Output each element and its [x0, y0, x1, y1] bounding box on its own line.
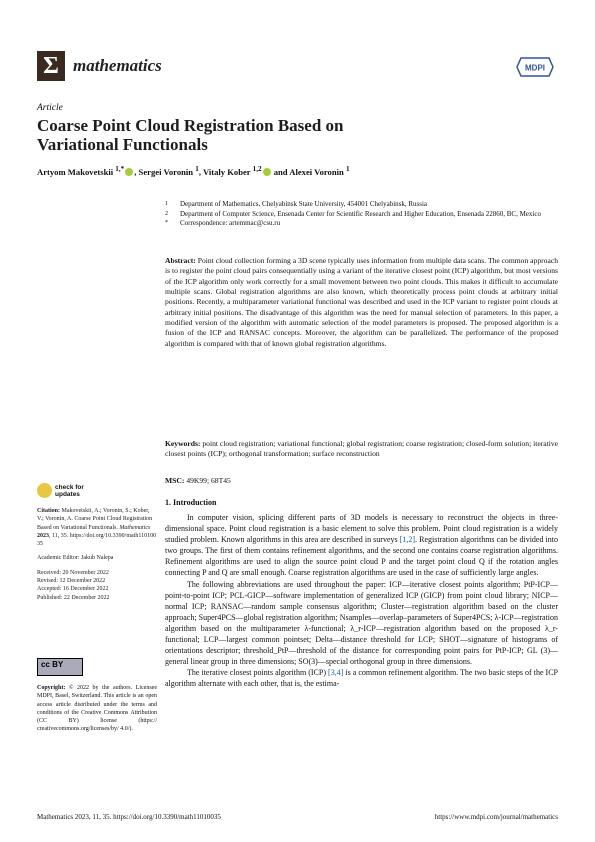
date-received: Received: 20 November 2022 — [37, 569, 109, 576]
citation-volume: , 11, 35. — [49, 532, 69, 539]
citation-doi-link[interactable]: https://doi.org/10.3390/math11010035 — [37, 532, 157, 548]
sigma-icon: Σ — [43, 52, 59, 79]
paragraph-text: The iterative closest points algorithm (ICP) — [187, 668, 329, 678]
affiliations — [165, 200, 565, 229]
section-heading-introduction: 1. Introduction — [165, 498, 217, 507]
journal-name[interactable]: mathematics — [73, 56, 162, 75]
keywords-label: Keywords: — [165, 439, 201, 448]
citation — [37, 507, 157, 548]
citation-year: 2023 — [37, 532, 49, 539]
author-affil-sup: 1,* — [115, 165, 125, 173]
affiliation-mark: 1 — [165, 201, 168, 207]
paragraph — [165, 667, 558, 689]
paragraph-text: In computer vision, splicing different parts of 3D models is necessary to reconstruct the objects in three-dimensional space. Point cloud registration is a basic element to solve this problem. Point cloud registration is a widely studied problem. Known algorithms in this area are described in surveys — [165, 513, 558, 545]
author-affil-sup: 1 — [345, 165, 350, 173]
msc-label: MSC: — [165, 476, 185, 485]
author-affil-sup: 1 — [195, 165, 199, 173]
citation-link[interactable]: [3,4] — [328, 668, 344, 678]
date-published: Published: 22 December 2022 — [37, 594, 110, 601]
affiliation-item — [165, 200, 565, 210]
author-name[interactable]: , Sergei Voronin — [134, 166, 194, 177]
paragraph — [165, 512, 558, 579]
cc-badge-text: cc BY — [41, 660, 64, 669]
check-updates-button[interactable] — [55, 484, 84, 498]
date-revised: Revised: 12 December 2022 — [37, 578, 106, 585]
check-updates-line2: updates — [55, 491, 80, 498]
citation-text: Makovetskii, A.; Voronin, S.; Kober, V.; Voronin, A. Coarse Point Cloud Registration Based on Variational Functionals. — [37, 508, 153, 531]
copyright-notice — [37, 684, 157, 734]
correspondence-text[interactable]: Correspondence: artemmac@csu.ru — [180, 219, 281, 227]
citation-link[interactable]: [1,2] — [399, 535, 416, 545]
article-info-sidebar — [37, 507, 157, 602]
abstract-label: Abstract: — [165, 256, 196, 265]
check-updates-line1: check for — [55, 484, 84, 491]
article-type: Article — [37, 103, 63, 113]
journal-logo — [37, 51, 65, 81]
paragraph: The following abbreviations are used throughout the paper: ICP—iterative closest points algorithm; PtP-ICP—point-to-point ICP; PCL-GICP—software implementation of generalized ICP (GICP) from point cloud library; NICP—normal ICP; RANSAC—random sample consensus algorithm; Cluster—registration algorithm based on the cluster approach; Super4PCS—global registration algorithm; Nsamples—overlap–parameters of Super4PCS; λ-ICP—registration algorithm based on the multiparameter λ-functional; λ_r-ICP—registration algorithm based on the proposed λ_r-functional; LCP—largest common pointset; Delta—distance threshold for LCP; SHOT—signature of histograms of orientations descriptor; threshold_PtP—threshold of the distance for corresponding point pairs for PtP-ICP; GL (3)—general linear group in three dimensions; SO(3)—special orthogonal group in three dimensions. — [165, 579, 558, 667]
citation-label: Citation: — [37, 508, 60, 514]
date-accepted: Accepted: 16 December 2022 — [37, 586, 109, 593]
author-name[interactable]: , Vitaly Kober — [198, 166, 251, 177]
introduction-body — [165, 512, 558, 690]
mdpi-logo-icon[interactable] — [516, 56, 554, 78]
academic-editor: Academic Editor: Jakub Nalepa — [37, 555, 114, 562]
footer-journal-url[interactable]: https://www.mdpi.com/journal/mathematics — [434, 813, 558, 821]
author-affil-sup: 1,2 — [252, 165, 262, 173]
abstract — [165, 256, 558, 349]
msc — [165, 476, 231, 485]
affiliation-text: Department of Mathematics, Chelyabinsk State University, 454001 Chelyabinsk, Russia — [180, 200, 428, 208]
keywords-text: point cloud registration; variational functional; global registration; coarse registration; closed-form solution; iterative closest points (ICP); orthogonal transformation; surface reconstruction — [165, 439, 558, 459]
citation-journal: Mathematics — [119, 524, 151, 531]
paragraph-text: is a common refinement algorithm. The two basic steps of the ICP algorithm alternate with each other, that is, the estima- — [165, 668, 558, 689]
copyright-label: Copyright: — [37, 685, 66, 691]
paper-title: Coarse Point Cloud Registration Based on Variational Functionals — [37, 116, 344, 154]
author-name[interactable]: Artyom Makovetskii — [37, 166, 114, 177]
author-list — [37, 165, 517, 177]
affiliation-mark: * — [165, 220, 168, 226]
orcid-icon[interactable] — [263, 168, 271, 176]
keywords — [165, 439, 558, 460]
author-name[interactable]: and Alexei Voronin — [273, 166, 344, 177]
affiliation-mark: 2 — [165, 210, 168, 217]
affiliation-item — [165, 219, 565, 229]
abstract-text: Point cloud collection forming a 3D scene typically uses information from multiple data scans. The common approach is to register the point cloud pairs consequentially using a variant of the iterative closest point (ICP) algorithm, but most versions of the ICP algorithm only work correctly for a small movement between two point clouds. This makes it difficult to accumulate multiple scans. Global registration algorithms are also known, which theoretically process point clouds at arbitrary initial positions. Recently, a multiparameter variational functional was described and used in the ICP variant to register point clouds at arbitrary initial positions. The disadvantage of this algorithm was the need for manual selection of parameters. In this paper, a modified version of the algorithm with automatic selection of the model parameters is proposed. The proposed algorithm is a fusion of the ICP and RANSAC concepts. Moreover, the algorithm can be parallelized. The performance of the proposed algorithm is compared with that of known global registration algorithms. — [165, 256, 558, 348]
footer-citation[interactable]: Mathematics 2023, 11, 35. https://doi.org/10.3390/math11010035 — [37, 813, 221, 821]
mdpi-logo-text: MDPI — [525, 63, 545, 73]
affiliation-text: Department of Computer Science, Ensenada Center for Scientific Research and Higher Education, Ensenada 22860, BC, Mexico — [180, 209, 541, 218]
paragraph-text: . Registration algorithms can be divided into two groups. The first of them contains refinement algorithms, and the second one contains coarse registration algorithms. Refinement algorithms are used to align the source point cloud P and the target point cloud Q if the rotation angles connecting P and Q are small enough. Coarse registration algorithms are used in the case of sufficiently large angles. — [165, 535, 558, 578]
msc-codes: 49K99; 68T45 — [186, 476, 231, 485]
affiliation-item — [165, 210, 565, 220]
check-updates-icon[interactable] — [37, 483, 52, 498]
orcid-icon[interactable] — [125, 168, 133, 176]
copyright-text: © 2022 by the authors. Licensee MDPI, Basel, Switzerland. This article is an open access article distributed under the terms and conditions of the Creative Commons Attribution (CC BY) license (https:// creativecommons.org/licenses/by/ 4.0/). — [37, 685, 157, 733]
